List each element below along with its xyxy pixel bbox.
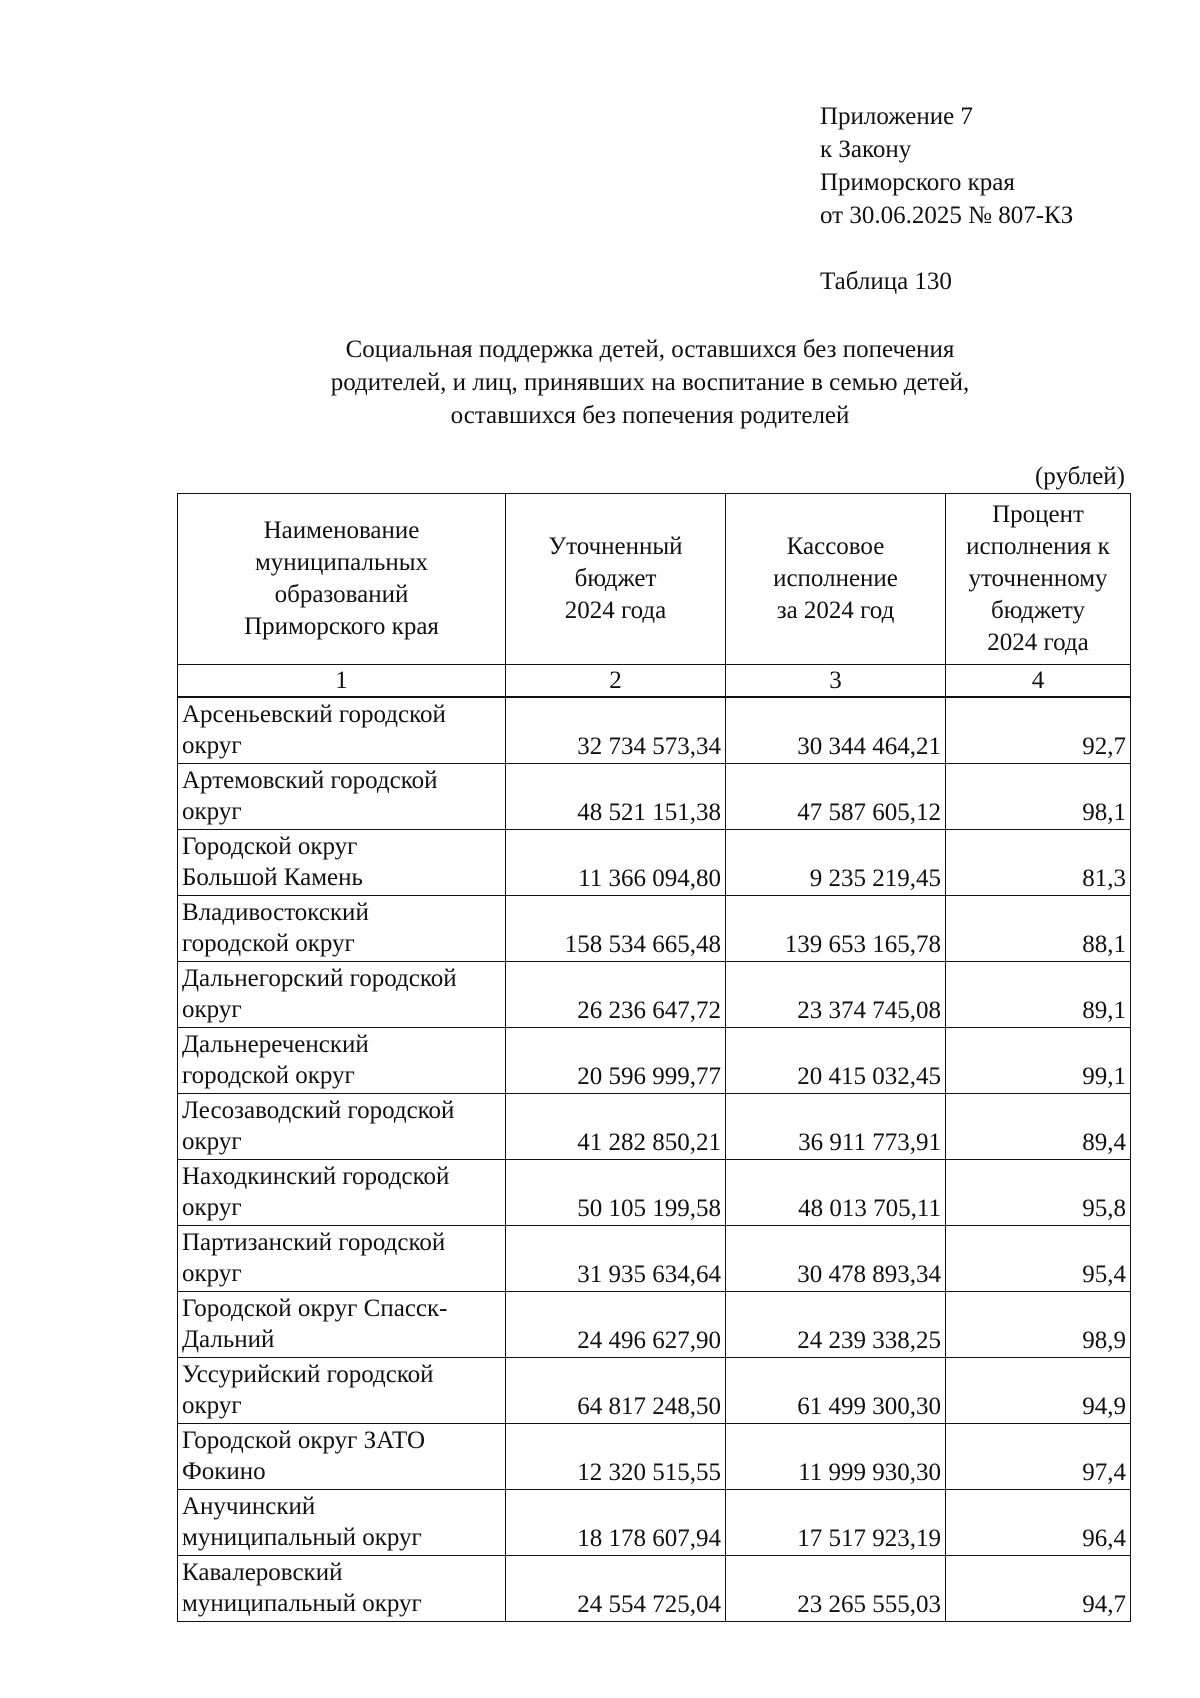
municipality-name (178, 1226, 506, 1292)
percent-value: 98,1 (946, 764, 1131, 830)
municipality-name (178, 1490, 506, 1556)
percent-value: 88,1 (946, 896, 1131, 962)
municipality-name (178, 1094, 506, 1160)
budget-value: 24 554 725,04 (506, 1556, 726, 1622)
municipality-name-line: округ (182, 1260, 242, 1287)
municipality-name (178, 896, 506, 962)
header-line: бюджету (991, 597, 1085, 624)
column-number-row (178, 665, 1131, 698)
municipality-name-line: Большой Камень (182, 864, 363, 891)
municipality-name-line: Дальний (182, 1326, 275, 1353)
municipality-name (178, 764, 506, 830)
table-row (178, 1490, 1131, 1556)
municipality-name-line: Фокино (182, 1458, 266, 1485)
header-budget (506, 494, 726, 665)
document-title (200, 333, 1100, 432)
percent-value: 99,1 (946, 1028, 1131, 1094)
municipality-name (178, 697, 506, 764)
column-number: 4 (946, 665, 1131, 698)
municipality-name-line: Дальнегорский городской (182, 965, 457, 992)
budget-value: 20 596 999,77 (506, 1028, 726, 1094)
municipality-name-line: Артемовский городской (182, 767, 438, 794)
municipality-name-line: Кавалеровский (182, 1559, 343, 1586)
title-line: родителей, и лиц, принявших на воспитание в семью детей, (330, 369, 970, 396)
table-row (178, 830, 1131, 896)
municipality-name-line: Городской округ (182, 833, 358, 860)
municipality-name-line: округ (182, 1392, 242, 1419)
municipality-name-line: Дальнереченский (182, 1031, 369, 1058)
execution-value: 23 374 745,08 (726, 962, 946, 1028)
municipality-name-line: Городской округ Спасск- (182, 1295, 448, 1322)
execution-value: 30 478 893,34 (726, 1226, 946, 1292)
title-line: Социальная поддержка детей, оставшихся без попечения (345, 336, 955, 363)
table-row (178, 962, 1131, 1028)
execution-value: 20 415 032,45 (726, 1028, 946, 1094)
table-row (178, 1028, 1131, 1094)
execution-value: 61 499 300,30 (726, 1358, 946, 1424)
municipality-name-line: округ (182, 798, 242, 825)
municipality-name (178, 1556, 506, 1622)
header-line: муниципальных (254, 549, 429, 576)
municipality-name-line: Лесозаводский городской (182, 1097, 455, 1124)
header-execution (726, 494, 946, 665)
table-row (178, 764, 1131, 830)
header-line: 2024 года (564, 597, 667, 624)
header-municipality (178, 494, 506, 665)
table-row (178, 1556, 1131, 1622)
execution-value: 36 911 773,91 (726, 1094, 946, 1160)
budget-value: 26 236 647,72 (506, 962, 726, 1028)
percent-value: 94,7 (946, 1556, 1131, 1622)
percent-value: 92,7 (946, 697, 1131, 764)
budget-value: 41 282 850,21 (506, 1094, 726, 1160)
budget-value: 12 320 515,55 (506, 1424, 726, 1490)
municipality-name-line: Анучинский (182, 1493, 316, 1520)
table-header (178, 494, 1131, 698)
percent-value: 95,4 (946, 1226, 1131, 1292)
execution-value: 139 653 165,78 (726, 896, 946, 962)
table-row (178, 1160, 1131, 1226)
municipality-name-line: Городской округ ЗАТО (182, 1427, 426, 1454)
appendix-line: от 30.06.2025 № 807-КЗ (820, 202, 1074, 229)
municipality-name-line: Владивостокский (182, 899, 369, 926)
execution-value: 24 239 338,25 (726, 1292, 946, 1358)
header-line: Кассовое (786, 533, 885, 560)
percent-value: 89,4 (946, 1094, 1131, 1160)
execution-value: 48 013 705,11 (726, 1160, 946, 1226)
municipality-name-line: городской округ (182, 930, 355, 957)
municipality-name-line: Находкинский городской (182, 1163, 450, 1190)
municipality-name-line: муниципальный округ (182, 1524, 422, 1551)
municipality-name (178, 1358, 506, 1424)
budget-value: 48 521 151,38 (506, 764, 726, 830)
budget-value: 158 534 665,48 (506, 896, 726, 962)
table-row (178, 1358, 1131, 1424)
budget-value: 64 817 248,50 (506, 1358, 726, 1424)
municipality-name-line: округ (182, 732, 242, 759)
municipality-name (178, 1292, 506, 1358)
budget-value: 24 496 627,90 (506, 1292, 726, 1358)
percent-value: 81,3 (946, 830, 1131, 896)
percent-value: 89,1 (946, 962, 1131, 1028)
header-line: Уточненный (548, 533, 683, 560)
table-body (178, 697, 1131, 1622)
budget-value: 11 366 094,80 (506, 830, 726, 896)
budget-value: 31 935 634,64 (506, 1226, 726, 1292)
budget-value: 18 178 607,94 (506, 1490, 726, 1556)
municipality-name (178, 962, 506, 1028)
execution-value: 23 265 555,03 (726, 1556, 946, 1622)
municipality-name-line: округ (182, 996, 242, 1023)
column-number: 2 (506, 665, 726, 698)
percent-value: 95,8 (946, 1160, 1131, 1226)
execution-value: 11 999 930,30 (726, 1424, 946, 1490)
municipality-name-line: Партизанский городской (182, 1229, 446, 1256)
header-line: Приморского края (244, 613, 439, 640)
table-number: Таблица 130 (820, 268, 952, 295)
header-line: исполнение (773, 565, 898, 592)
percent-value: 94,9 (946, 1358, 1131, 1424)
appendix-line: Приложение 7 (820, 103, 973, 130)
execution-value: 17 517 923,19 (726, 1490, 946, 1556)
header-line: исполнения к (966, 533, 1110, 560)
execution-value: 47 587 605,12 (726, 764, 946, 830)
budget-value: 50 105 199,58 (506, 1160, 726, 1226)
header-line: 2024 года (987, 629, 1089, 656)
execution-value: 30 344 464,21 (726, 697, 946, 764)
table-row (178, 697, 1131, 764)
municipality-name (178, 1160, 506, 1226)
column-number: 3 (726, 665, 946, 698)
percent-value: 98,9 (946, 1292, 1131, 1358)
table-row (178, 896, 1131, 962)
appendix-line: Приморского края (820, 169, 1015, 196)
header-line: Процент (992, 501, 1084, 528)
budget-table (177, 493, 1131, 1622)
municipality-name-line: Арсеньевский городской (182, 701, 446, 728)
units-label: (рублей) (1034, 463, 1125, 490)
table-row (178, 1424, 1131, 1490)
header-line: Наименование (263, 517, 420, 544)
column-number: 1 (178, 665, 506, 698)
percent-value: 97,4 (946, 1424, 1131, 1490)
municipality-name (178, 1028, 506, 1094)
table-row (178, 1094, 1131, 1160)
municipality-name-line: округ (182, 1128, 242, 1155)
table-row (178, 1226, 1131, 1292)
appendix-block (820, 100, 1073, 232)
header-line: за 2024 год (776, 597, 895, 624)
municipality-name (178, 830, 506, 896)
budget-value: 32 734 573,34 (506, 697, 726, 764)
title-line: оставшихся без попечения родителей (450, 402, 850, 429)
appendix-line: к Закону (820, 136, 912, 163)
table-row (178, 1292, 1131, 1358)
municipality-name-line: округ (182, 1194, 242, 1221)
municipality-name-line: городской округ (182, 1062, 355, 1089)
municipality-name (178, 1424, 506, 1490)
header-line: уточненному (968, 565, 1108, 592)
execution-value: 9 235 219,45 (726, 830, 946, 896)
header-line: бюджет (574, 565, 657, 592)
percent-value: 96,4 (946, 1490, 1131, 1556)
header-percent (946, 494, 1131, 665)
municipality-name-line: муниципальный округ (182, 1590, 422, 1617)
header-line: образований (274, 581, 409, 608)
header-row (178, 494, 1131, 665)
municipality-name-line: Уссурийский городской (182, 1361, 434, 1388)
